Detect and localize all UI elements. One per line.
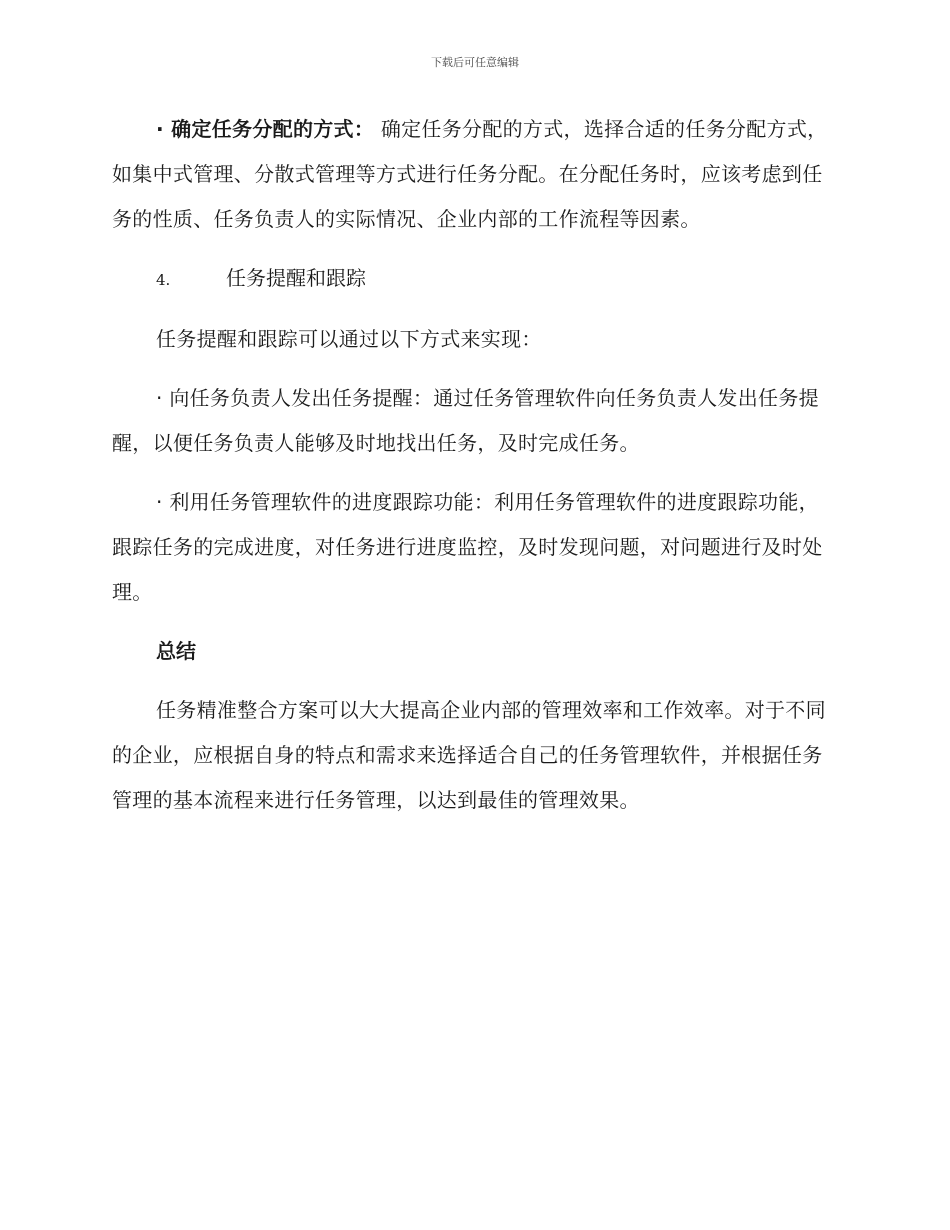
paragraph-task-assignment xyxy=(112,107,832,242)
paragraph-text-task-assignment: 确定任务分配的方式，选择合适的任务分配方式，如集中式管理、分散式管理等方式进行任务分配。在分配任务时，应该考虑到任务的性质、任务负责人的实际情况、企业内部的工作流程等因素。 xyxy=(112,117,828,231)
paragraph-progress-tracking: · 利用任务管理软件的进度跟踪功能：利用任务管理软件的进度跟踪功能，跟踪任务的完成进度，对任务进行进度监控，及时发现问题，对问题进行及时处理。 xyxy=(112,490,823,604)
list-heading-title: 任务提醒和跟踪 xyxy=(226,266,366,290)
section-title-summary: 总结 xyxy=(156,639,196,663)
page-header: 下载后可任意编辑 xyxy=(431,56,519,69)
document-body xyxy=(112,107,832,837)
bullet-title-task-assignment: · 确定任务分配的方式： xyxy=(156,117,375,141)
list-heading-4 xyxy=(112,256,832,303)
paragraph-send-reminder: · 向任务负责人发出任务提醒：通过任务管理软件向任务负责人发出任务提醒，以便任务负责人能够及时地找出任务，及时完成任务。 xyxy=(112,386,819,455)
paragraph-summary: 任务精准整合方案可以大大提高企业内部的管理效率和工作效率。对于不同的企业，应根据自身的特点和需求来选择适合自己的任务管理软件，并根据任务管理的基本流程来进行任务管理，以达到最佳的管理效果。 xyxy=(112,698,826,812)
list-number: 4. xyxy=(156,271,171,289)
paragraph-reminder-intro: 任务提醒和跟踪可以通过以下方式来实现： xyxy=(156,327,542,351)
